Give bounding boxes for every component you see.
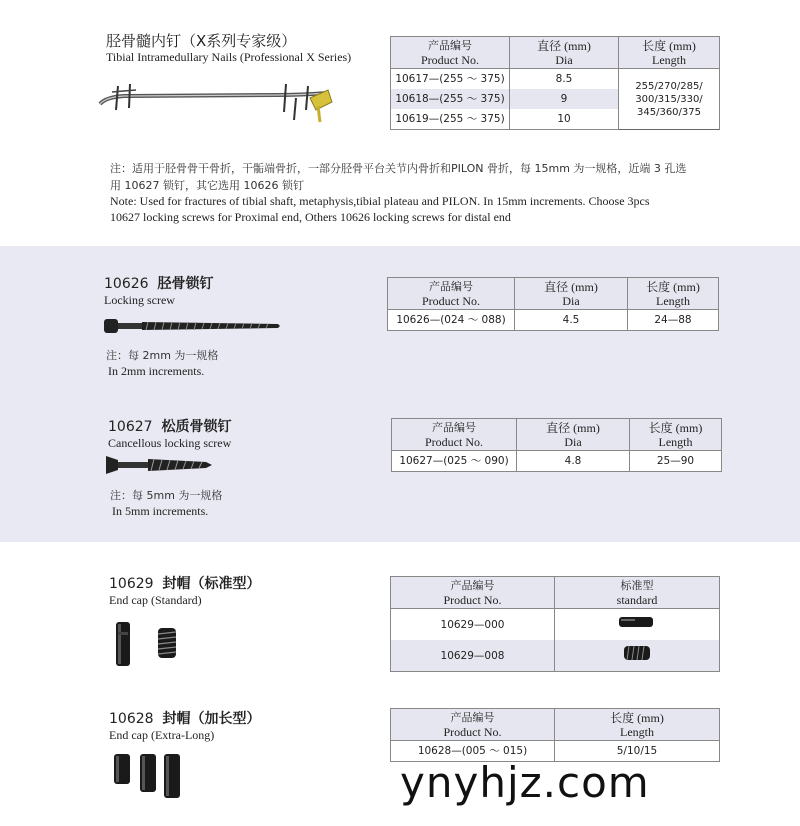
tibial-nail-image <box>96 80 336 130</box>
locking-screw-note-zh: 注：每 2mm 为一规格 <box>106 349 219 362</box>
nail-title-zh: 胫骨髓内钉（X系列专家级） <box>106 32 297 50</box>
endcap-long-title-en: End cap (Extra-Long) <box>109 728 215 742</box>
endcap-std-image <box>112 622 192 668</box>
nail-note-en-1: Note: Used for fractures of tibial shaft, metaphysis,tibial plateau and PILON. In 15mm increments. Choose 3pcs <box>110 194 650 208</box>
nail-spec-table <box>390 36 720 130</box>
locking-screw-image <box>104 316 284 336</box>
table-row: 10627—(025 ～ 090) 4.8 25—90 <box>392 451 722 472</box>
table-row: 10617—(255 ～ 375) 8.5 255/270/285/ 300/315/330/ 345/360/375 <box>391 69 720 90</box>
cancellous-screw-code: 10627 <box>108 419 153 435</box>
table-row: 10629—008 <box>391 640 720 672</box>
nail-note-zh-1: 注：适用于胫骨骨干骨折，干骺端骨折，一部分胫骨平台关节内骨折和PILON 骨折，每 15mm 为一规格，近端 3 孔选 <box>110 162 687 175</box>
locking-screw-table: 产品编号 Product No. 直径 (mm) Dia 长度 (mm) Length 10626—(024 ～ 088) 4.5 24—88 <box>387 277 719 331</box>
cancellous-screw-title-en: Cancellous locking screw <box>108 436 232 450</box>
cancellous-screw-note-en: In 5mm increments. <box>112 504 209 518</box>
cancellous-screw-note-zh: 注：每 5mm 为一规格 <box>110 489 223 502</box>
locking-screw-note-en: In 2mm increments. <box>108 364 205 378</box>
locking-screw-title: 10626 胫骨锁钉 <box>104 276 214 292</box>
endcap-long-code: 10628 <box>109 711 154 727</box>
table-row: 10618—(255 ～ 375) 9 <box>391 89 720 109</box>
endcap-long-table: 产品编号 Product No. 长度 (mm) Length 10628—(005 ～ 015) 5/10/15 <box>390 708 720 762</box>
endcap-std-table: 产品编号 Product No. 标准型 standard 10629—000 10629—008 <box>390 576 720 672</box>
col-product-header: 产品编号 Product No. <box>391 37 510 69</box>
endcap-std-short-image <box>617 614 657 630</box>
table-row: 10619—(255 ～ 375) 10 <box>391 109 720 130</box>
col-dia-header: 直径 (mm) Dia <box>510 37 619 69</box>
nail-note-en-2: 10627 locking screws for Proximal end, Others 10626 locking screws for distal end <box>110 210 511 224</box>
col-length-header: 长度 (mm) Length <box>619 37 720 69</box>
table-row: 10628—(005 ～ 015) 5/10/15 <box>391 741 720 762</box>
endcap-std-code: 10629 <box>109 576 154 592</box>
locking-screw-title-en: Locking screw <box>104 293 175 307</box>
nail-note-zh-2: 用 10627 锁钉，其它选用 10626 锁钉 <box>110 179 304 192</box>
watermark-text: ynyhjz.com <box>400 758 650 807</box>
nail-title-en: Tibial Intramedullary Nails (Professional X Series) <box>106 50 352 64</box>
endcap-std-title: 10629 封帽（标准型） <box>109 576 261 592</box>
cancellous-screw-image <box>106 454 216 476</box>
endcap-std-threaded-image <box>621 644 653 662</box>
cancellous-screw-table: 产品编号 Product No. 直径 (mm) Dia 长度 (mm) Length 10627—(025 ～ 090) 4.8 25—90 <box>391 418 722 472</box>
endcap-long-title: 10628 封帽（加长型） <box>109 711 261 727</box>
table-row: 10626—(024 ～ 088) 4.5 24—88 <box>388 310 719 331</box>
cancellous-screw-title: 10627 松质骨锁钉 <box>108 419 232 435</box>
locking-screw-code: 10626 <box>104 276 149 292</box>
endcap-long-image <box>112 752 192 800</box>
table-row: 10629—000 <box>391 609 720 641</box>
endcap-std-title-en: End cap (Standard) <box>109 593 202 607</box>
